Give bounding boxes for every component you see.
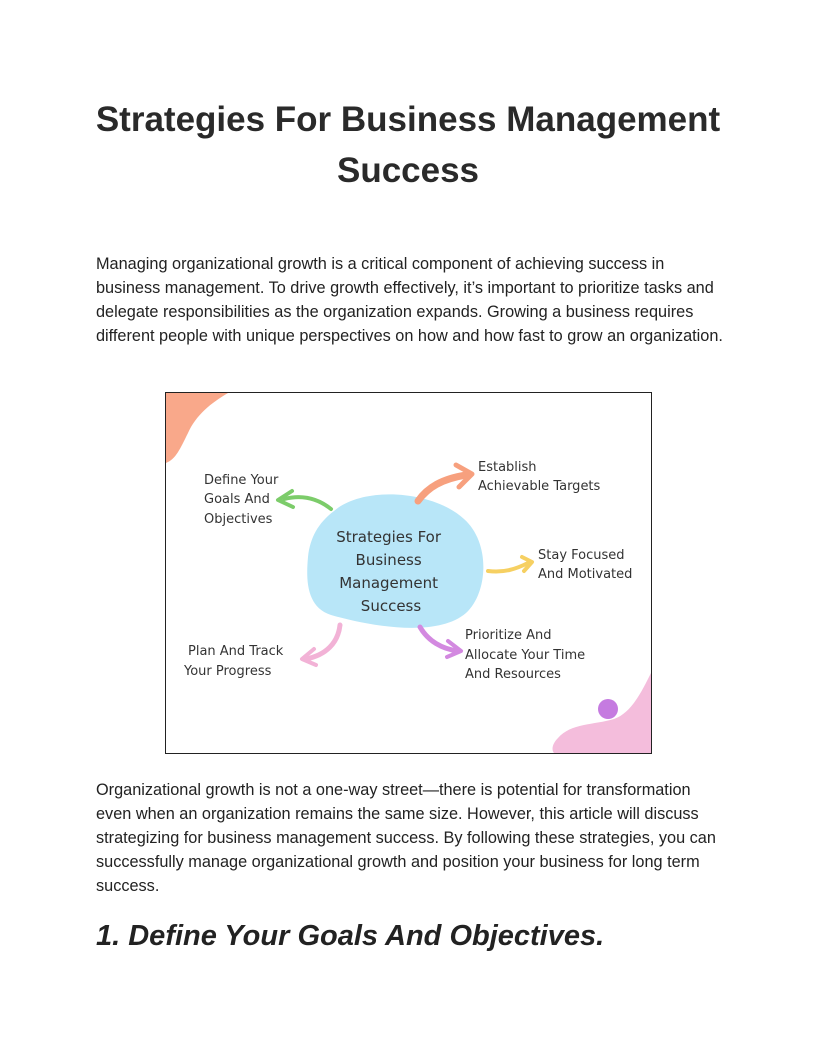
branch-line: And Motivated [538,567,633,582]
center-line: Success [360,597,422,615]
center-line: Business [355,551,422,569]
branch-line: Plan And Track [188,644,284,659]
branch-line: Allocate Your Time [465,648,586,663]
branch-line: And Resources [465,667,561,682]
branch-line: Achievable Targets [478,479,601,494]
arrow-prioritize [420,627,458,651]
branch-define-goals [204,473,282,527]
second-paragraph: Organizational growth is not a one-way street—there is potential for transformation even when an organization remains the same size. However, this article will discuss strategizing for business management success. By following these strategies, you can successfully manage organizational growth and position your business for long term success. [96,781,716,895]
decor-blob-top-left [166,393,228,463]
branch-line: Stay Focused [538,548,625,563]
branch-plan-track [183,644,287,679]
branch-line: Your Progress [184,664,272,679]
center-line: Strategies For [336,528,442,546]
page-title [60,94,756,196]
section-heading: 1. Define Your Goals And Objectives. [96,920,605,952]
arrow-stay-focused [488,563,528,572]
branch-line: Define Your [204,473,279,488]
decor-dot [598,699,618,719]
branch-prioritize [465,628,589,682]
intro-paragraph: Managing organizational growth is a critical component of achieving success in business management. To drive growth effectively, it’s important to prioritize tasks and delegate responsibilities as the organization expands. Growing a business requires different people with unique perspectives on how and how fast to grow an organization. [96,255,723,345]
center-line: Management [339,574,439,592]
branch-line: Prioritize And [465,628,552,643]
branch-line: Goals And [204,492,270,507]
branch-line: Objectives [204,512,273,527]
branch-line: Establish [478,460,537,475]
strategies-diagram [165,392,652,754]
page-title-text: Strategies For Business Management Success [95,100,721,190]
branch-stay-focused [538,548,632,582]
branch-establish-targets [478,460,601,494]
